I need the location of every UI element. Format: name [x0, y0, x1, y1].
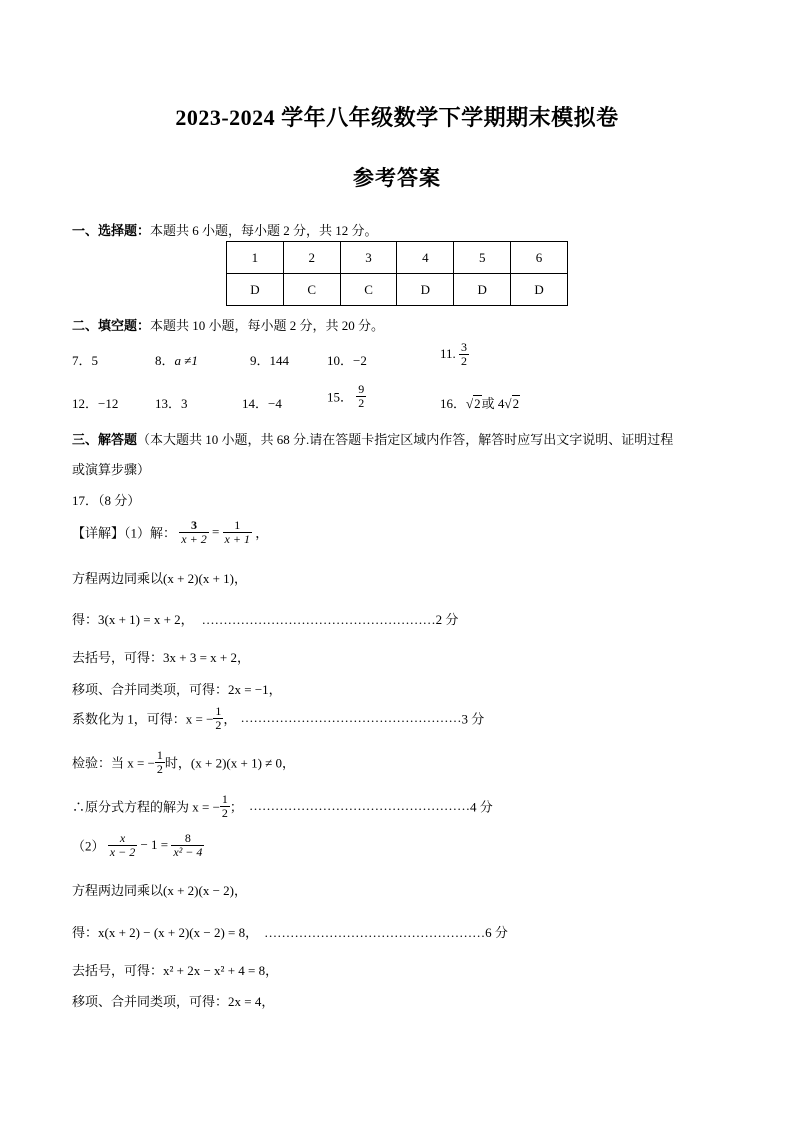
- section-3-desc: （本大题共 10 小题，共 68 分.请在答题卡指定区域内作答，解答时应写出文字说明、证明过程: [137, 432, 674, 447]
- numerator: 8: [171, 832, 204, 846]
- answer-8-value: a ≠1: [174, 353, 198, 368]
- section-2-heading: [72, 315, 384, 334]
- table-row-answers: [227, 274, 568, 306]
- answer-14: 14．−4: [242, 396, 282, 411]
- step-text: 得：3(x + 1) = x + 2，: [72, 612, 194, 627]
- fraction: [155, 749, 165, 775]
- fraction: [213, 705, 223, 731]
- step-text: 系数化为 1，可得：x = −: [72, 711, 214, 727]
- section-1-title: 一、选择题：: [72, 223, 151, 238]
- q17-part2-prefix: （2）: [72, 838, 105, 854]
- fraction: [223, 519, 252, 545]
- numerator: 1: [223, 519, 252, 533]
- numerator: 9: [358, 382, 365, 396]
- answer-9: 9．144: [250, 353, 290, 368]
- numerator: 3: [179, 519, 208, 533]
- score: 4 分: [469, 799, 493, 815]
- operator: − 1 =: [140, 837, 169, 853]
- denominator: x + 1: [224, 531, 250, 546]
- section-1-heading: [72, 220, 378, 239]
- step-text: 得：x(x + 2) − (x + 2)(x − 2) = 8，: [72, 925, 259, 940]
- q17-step-4: 移项、合并同类项，可得：2x = −1，: [72, 682, 282, 697]
- answer-15: [327, 383, 366, 409]
- table-cell: C: [340, 274, 397, 306]
- denominator: x + 2: [181, 531, 207, 546]
- sqrt-radicand: 2: [474, 396, 481, 411]
- q17-part2-equation: [72, 832, 204, 858]
- fraction: [179, 519, 208, 545]
- step-text: ∴原分式方程的解为 x = −: [72, 799, 220, 815]
- denominator: x² − 4: [173, 844, 203, 859]
- q17-step-6: [72, 749, 295, 775]
- punct: ，: [255, 525, 269, 541]
- table-cell: D: [227, 274, 284, 306]
- fraction: [171, 832, 204, 858]
- table-cell: C: [283, 274, 340, 306]
- leader-dots: ……………………………………………: [264, 925, 486, 940]
- page-subtitle: 参考答案: [353, 166, 441, 190]
- q17-step-3: 去括号，可得：3x + 3 = x + 2，: [72, 650, 250, 665]
- page-title: 2023-2024 学年八年级数学下学期期末模拟卷: [175, 105, 619, 130]
- table-cell: 3: [340, 242, 397, 274]
- denominator: x − 2: [109, 844, 136, 859]
- numerator: x: [108, 832, 137, 846]
- section-3-desc-cont: 或演算步骤）: [72, 462, 151, 477]
- q17-part1-equation: [72, 519, 268, 545]
- section-2-title: 二、填空题：: [72, 318, 151, 333]
- table-cell: 5: [454, 242, 511, 274]
- denominator: 2: [156, 761, 163, 776]
- denominator: 2: [461, 353, 468, 368]
- denominator: 2: [358, 395, 365, 410]
- numerator: 1: [156, 748, 163, 762]
- table-cell: D: [454, 274, 511, 306]
- section-3-heading: [72, 429, 673, 448]
- q17-step-8: 方程两边同乘以(x + 2)(x − 2)，: [72, 883, 247, 898]
- answer-12: 12．−12: [72, 396, 119, 411]
- table-cell: 6: [511, 242, 568, 274]
- answer-13: 13．3: [155, 396, 188, 411]
- answer-15-num: 15．: [327, 389, 354, 405]
- step-text: 时，(x + 2)(x + 1) ≠ 0，: [164, 755, 296, 771]
- step-text: 检验：当 x = −: [72, 755, 155, 771]
- score: 6 分: [485, 925, 508, 940]
- q17-step-1: 方程两边同乘以(x + 2)(x + 1)，: [72, 571, 247, 586]
- numerator: 3: [461, 340, 468, 354]
- equals: =: [211, 524, 220, 540]
- question-17-label: 17．（8 分）: [72, 493, 141, 508]
- q17-step-2: [72, 609, 458, 628]
- section-1-desc: 本题共 6 小题，每小题 2 分，共 12 分。: [150, 223, 378, 238]
- table-cell: D: [397, 274, 454, 306]
- numerator: 1: [215, 704, 222, 718]
- fraction: [220, 793, 230, 819]
- answer-10: 10．−2: [327, 353, 367, 368]
- q17-step-10: 去括号，可得：x² + 2x − x² + 4 = 8，: [72, 963, 279, 978]
- section-2-desc: 本题共 10 小题，每小题 2 分，共 20 分。: [150, 318, 385, 333]
- q17-step-5: [72, 705, 484, 731]
- answer-11-num: 11.: [440, 346, 456, 362]
- answer-16-or: 或 4: [481, 396, 505, 411]
- punct: ，: [223, 711, 237, 727]
- leader-dots: ……………………………………………: [240, 710, 462, 726]
- choice-answer-table: [226, 241, 568, 306]
- answer-16-num: 16．: [440, 396, 467, 411]
- table-row-numbers: [227, 242, 568, 274]
- score: 2 分: [435, 612, 459, 627]
- punct: ；: [229, 799, 243, 815]
- table-cell: 1: [227, 242, 284, 274]
- q17-part1-prefix: 【详解】（1）解：: [72, 525, 177, 541]
- answer-11-fraction: [459, 341, 469, 367]
- answer-15-fraction: [356, 383, 366, 409]
- denominator: 2: [215, 717, 222, 732]
- fraction: [108, 832, 137, 858]
- leader-dots: ……………………………………………: [248, 798, 470, 814]
- q17-step-9: [72, 922, 508, 941]
- table-cell: 4: [397, 242, 454, 274]
- answer-16: 16．√2或 4√2: [440, 396, 520, 411]
- q17-step-7: [72, 793, 493, 819]
- leader-dots: ………………………………………………: [201, 612, 436, 627]
- answer-8: [155, 350, 198, 369]
- denominator: 2: [221, 805, 228, 820]
- score: 3 分: [461, 711, 485, 727]
- table-cell: D: [511, 274, 568, 306]
- table-cell: 2: [283, 242, 340, 274]
- answer-7: 7．5: [72, 353, 99, 368]
- section-3-title: 三、解答题: [72, 432, 138, 447]
- answer-8-num: 8．: [155, 353, 175, 368]
- sqrt-radicand: 2: [512, 396, 520, 411]
- numerator: 1: [221, 792, 228, 806]
- q17-step-11: 移项、合并同类项，可得：2x = 4，: [72, 994, 275, 1009]
- answer-11: [440, 341, 469, 367]
